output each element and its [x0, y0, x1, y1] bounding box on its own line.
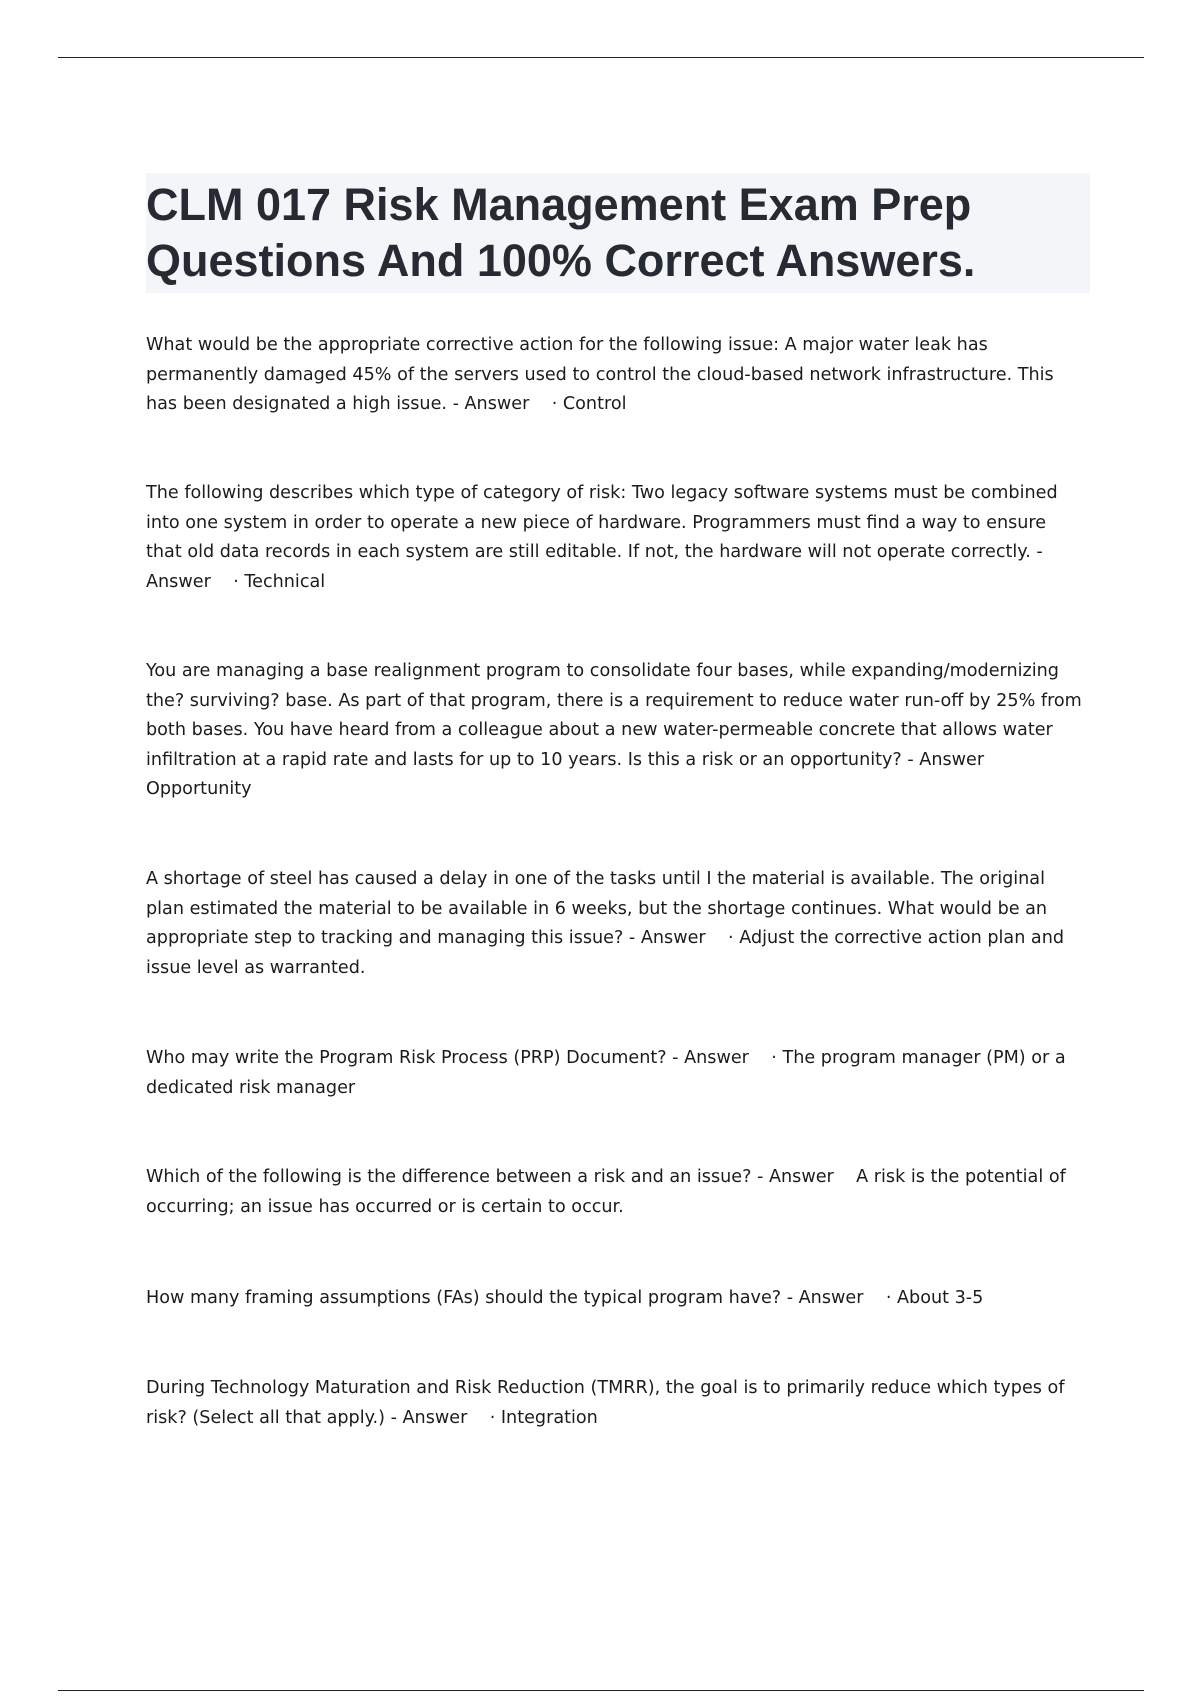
question-text: What would be the appropriate corrective action for the following issue: A major water leak has permanently damaged 45% of the servers used to control the cloud-based network infrastructure. This has been designated a high issue. - Answer — [146, 335, 1060, 414]
qa-item — [146, 657, 1086, 805]
answer-text: · The program manager (PM) or a dedicated risk manager — [146, 1048, 1072, 1098]
question-text: The following describes which type of category of risk: Two legacy software systems must be combined into one system in order to operate a new piece of hardware. Programmers must find a way to ensure that old data records in each system are still editable. If not, the hardware will not operate correctly. - Answer — [146, 483, 1064, 592]
answer-text: · Control — [551, 394, 627, 414]
question-text: You are managing a base realignment program to consolidate four bases, while expanding/modernizing the? surviving? base. As part of that program, there is a requirement to reduce water run-off by 25% from both bases. You have heard from a colleague about a new water-permeable concrete that allows water infiltration at a rapid rate and lasts for up to 10 years. Is this a risk or an opportunity? - Answer — [146, 661, 1088, 770]
answer-text: Opportunity — [146, 779, 252, 799]
question-text: During Technology Maturation and Risk Reduction (TMRR), the goal is to primarily reduce which types of risk? (Select all that apply.) - Answer — [146, 1378, 1071, 1428]
qa-item — [146, 479, 1086, 597]
bottom-rule — [58, 1690, 1144, 1691]
answer-text: · Integration — [489, 1407, 598, 1428]
question-text: How many framing assumptions (FAs) should the typical program have? - Answer — [146, 1288, 864, 1308]
question-text: A shortage of steel has caused a delay in one of the tasks until I the material is available. The original plan estimated the material to be available in 6 weeks, but the shortage continues. What would be an appropriate step to tracking and managing this issue? - Answer — [146, 869, 1053, 948]
qa-item — [146, 865, 1086, 983]
qa-item — [146, 1374, 1086, 1433]
question-text: Who may write the Program Risk Process (PRP) Document? - Answer — [146, 1048, 749, 1068]
qa-item — [146, 1044, 1086, 1103]
qa-item — [146, 331, 1086, 420]
question-text: Which of the following is the difference between a risk and an issue? - Answer — [146, 1167, 834, 1187]
qa-item — [146, 1284, 1086, 1314]
answer-text: · Technical — [233, 571, 326, 592]
answer-text: A risk is the potential of occurring; an issue has occurred or is certain to occur. — [146, 1167, 1072, 1217]
title-block — [146, 173, 1090, 293]
document-title: CLM 017 Risk Management Exam Prep Questions And 100% Correct Answers. — [146, 179, 976, 286]
qa-item — [146, 1163, 1086, 1222]
top-rule — [58, 57, 1144, 58]
answer-text: · Adjust the corrective action plan and issue level as warranted. — [146, 928, 1070, 978]
answer-text: · About 3-5 — [885, 1288, 984, 1308]
